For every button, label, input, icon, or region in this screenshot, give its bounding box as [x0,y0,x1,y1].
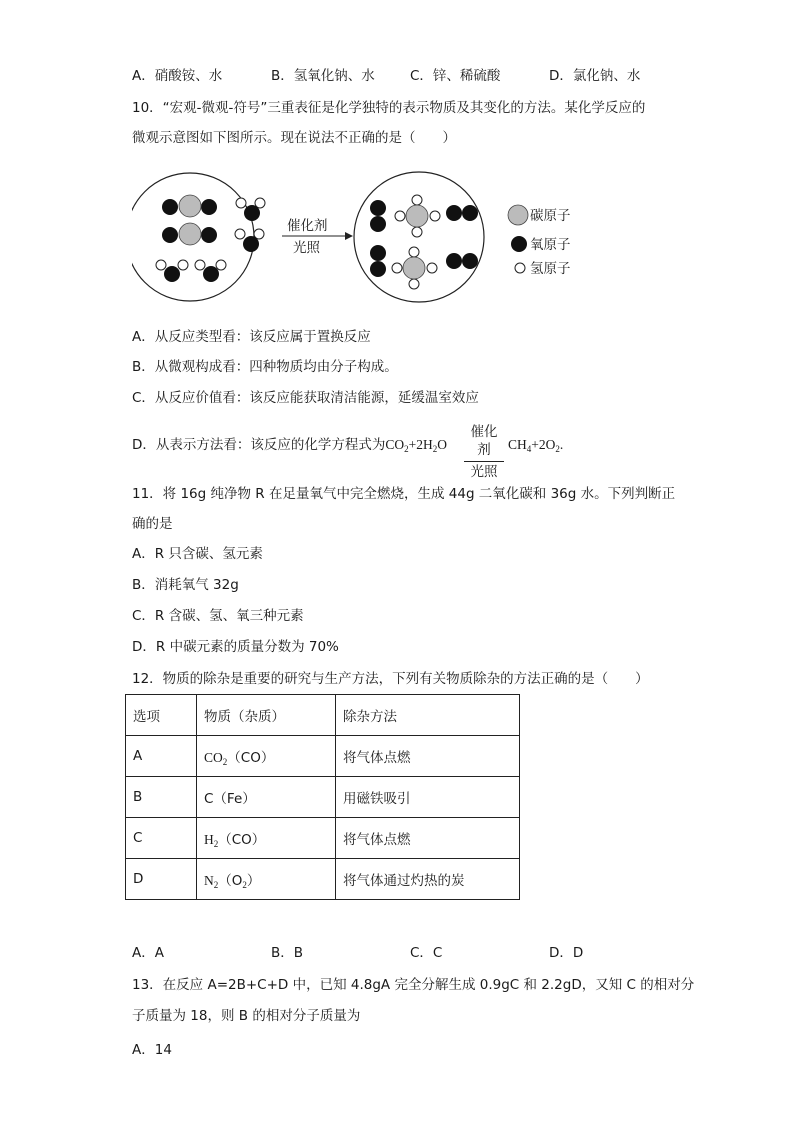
ch4-molecule [392,247,437,289]
q12-answer-c: C．C [410,945,443,961]
table-row [126,777,520,818]
q11-stem-line1: 11．将 16g 纯净物 R 在足量氧气中完全燃烧，生成 44g 二氧化碳和 36g 水。下列判断正 [132,486,676,502]
hydrogen-atom-icon [515,263,525,273]
q11-option-c: C．R 含碳、氢、氧三种元素 [132,608,304,624]
equation-right: $CH_4+2O_2$. [508,437,564,454]
row-option: D [126,859,197,900]
purification-table [125,694,520,900]
q12-answer-a: A．A [132,945,164,961]
q9-option-b: B．氢氧化钠、水 [271,68,375,84]
ch4-molecule [395,195,440,237]
co2-molecule [162,195,217,217]
arrow-head [345,232,353,240]
o2-molecule [446,253,478,269]
q11-option-b: B．消耗氧气 32g [132,577,239,593]
legend-carbon-label: 碳原子 [530,208,571,224]
row-method: 将气体点燃 [336,736,520,777]
q10-option-c: C．从反应价值看：该反应能获取清洁能源，延缓温室效应 [132,390,479,406]
row-method: 用磁铁吸引 [336,777,520,818]
equation-left: $CO_2+2H_2O$ [385,437,448,454]
q10-option-d [132,435,447,459]
arrow-catalyst-label: 催化剂 [287,218,328,234]
row-option: C [126,818,197,859]
equation-light: 光照 [470,464,498,480]
q12-answer-d: D．D [549,945,584,961]
q9-option-d: D．氯化钠、水 [549,68,641,84]
o2-molecule [370,245,386,277]
q11-option-d: D．R 中碳元素的质量分数为 70% [132,639,339,655]
row-substance: $CO_2(CO)$ [197,736,336,777]
table-row [126,818,520,859]
q10-option-b: B．从微观构成看：四种物质均由分子构成。 [132,359,398,375]
h2o-molecule [156,260,188,282]
o2-molecule [446,205,478,221]
table-row [126,736,520,777]
q13-stem-line1: 13．在反应 A=2B+C+D 中，已知 4.8gA 完全分解生成 0.9gC 和 2.2gD，又知 C 的相对分 [132,977,695,993]
header-substance: 物质（杂质） [197,695,336,736]
co2-molecule [162,223,217,245]
q10-option-d-prefix: D．从表示方法看：该反应的化学方程式为 [132,437,386,453]
header-method: 除杂方法 [336,695,520,736]
row-method: 将气体通过灼热的炭 [336,859,520,900]
oxygen-atom-icon [511,236,527,252]
legend-hydrogen [515,261,571,277]
q11-option-a: A．R 只含碳、氢元素 [132,546,263,562]
row-substance: C（Fe） [197,777,336,818]
h2o-molecule [235,229,264,252]
table-row [126,859,520,900]
h2o-molecule [236,198,265,221]
legend-hydrogen-label: 氢原子 [530,261,571,277]
legend-oxygen [511,236,571,253]
q10-stem-line1: 10．“宏观-微观-符号”三重表征是化学独特的表示物质及其变化的方法。某化学反应的 [132,100,646,116]
q12-stem: 12．物质的除杂是重要的研究与生产方法，下列有关物质除杂的方法正确的是（ ） [132,671,649,687]
equation-condition [464,423,504,481]
q9-option-a: A．硝酸铵、水 [132,68,223,84]
arrow-light-label: 光照 [293,240,320,256]
header-option: 选项 [126,695,197,736]
o2-molecule [370,200,386,232]
legend-oxygen-label: 氧原子 [530,237,571,253]
reaction-micro-diagram [132,160,592,315]
q10-stem-line2: 微观示意图如下图所示。现在说法不正确的是（ ） [132,130,456,146]
q12-answer-b: B．B [271,945,304,961]
row-substance: $H_2(CO)$ [197,818,336,859]
q11-stem-line2: 确的是 [132,516,173,532]
h2o-molecule [195,260,226,282]
legend-carbon [508,205,571,225]
equation-catalyst: 催化剂 [470,424,498,458]
row-option: B [126,777,197,818]
equation-bar [464,461,504,462]
row-substance: $N_2(O_2)$ [197,859,336,900]
q10-option-a: A．从反应类型看：该反应属于置换反应 [132,329,371,345]
q13-stem-line2: 子质量为 18，则 B 的相对分子质量为 [132,1008,361,1024]
row-option: A [126,736,197,777]
q13-option-a: A．14 [132,1042,172,1058]
carbon-atom-icon [508,205,528,225]
table-header-row [126,695,520,736]
q9-option-c: C．锌、稀硫酸 [410,68,501,84]
row-method: 将气体点燃 [336,818,520,859]
